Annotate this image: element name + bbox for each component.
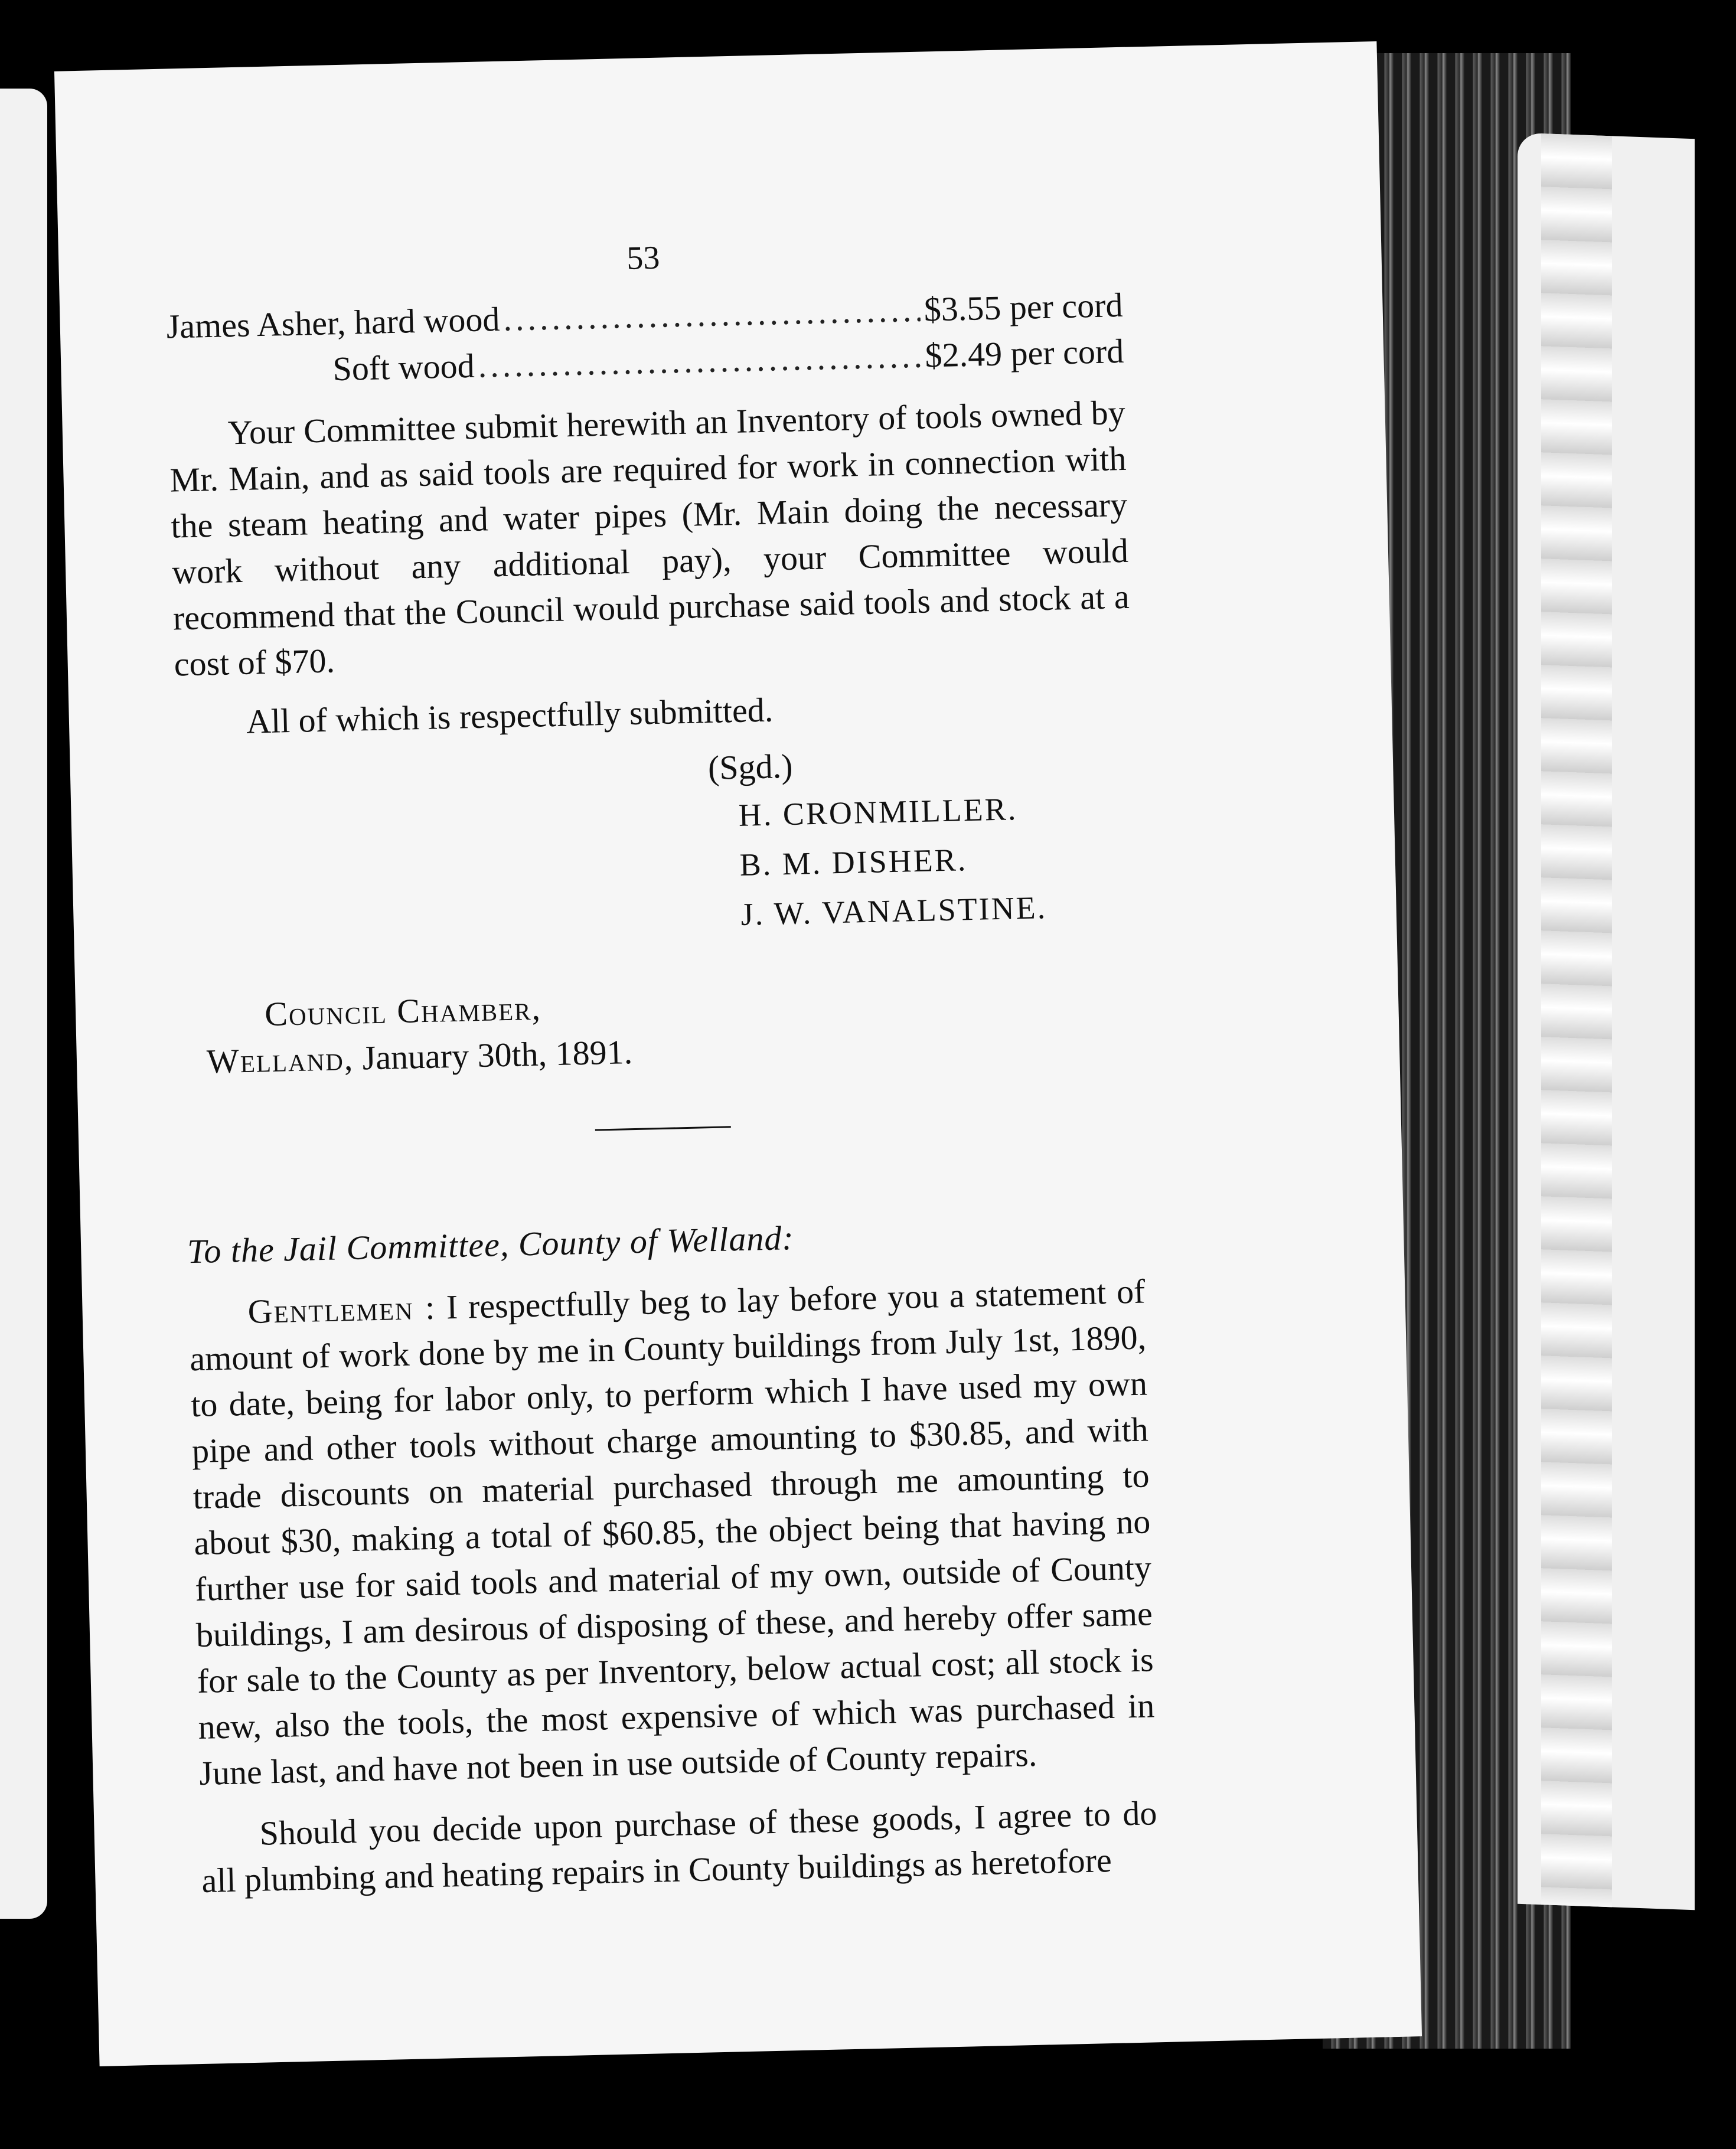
right-page-edge (1518, 133, 1695, 1910)
letter-body: I respectfully beg to lay before you a statement of amount of work done by me in County buildings from July 1st, 1890, to date, being for labor only, to perform which I have used my own pipe and other tools without charge amounting to $30.85, and with trade discounts on material purchased through me amounting to about $30, making a total of $60.85, the object being that having no further use for said tools and material of my own, outside of County buildings, I am desirous of disposing of these, and hereby offer same for sale to the County as per Inventory, below actual cost; all stock is new, also the tools, the most expensive of which was purchased in June last, and have not been in use outside of County repairs. (189, 1272, 1155, 1793)
committee-paragraph: Your Committee submit herewith an Inventory of tools owned by Mr. Main, and as said tools are required for work in connection with the steam heating and water pipes (Mr. Main doing the necessary work without any additional pay), your Committee would recommend that the Council would purchase said tools and stock at a cost of $70. (169, 393, 1130, 684)
letter-paragraph (188, 1268, 1156, 1797)
date: January 30th, 1891. (361, 1033, 633, 1077)
place-name: Welland, (206, 1038, 354, 1081)
signer-name: H. CRONMILLER. (738, 791, 1018, 833)
price-value: $2.49 per cord (924, 331, 1124, 375)
price-value: $3.55 per cord (924, 285, 1124, 329)
left-page-edge (0, 89, 47, 1919)
price-label: James Asher, hard wood (166, 299, 501, 346)
letter-salutation: To the Jail Committee, County of Welland: (187, 1218, 795, 1271)
section-divider (595, 1126, 731, 1131)
book-page (54, 41, 1422, 2066)
leader-dots (478, 333, 922, 389)
page-number: 53 (626, 239, 661, 277)
closing-line: All of which is respectfully submitted. (246, 690, 774, 741)
council-chamber: Council Chamber, (264, 988, 542, 1034)
signed-marker: (Sgd.) (707, 746, 794, 788)
signer-name: J. W. VANALSTINE. (740, 890, 1048, 932)
price-label: Soft wood (332, 346, 475, 388)
signer-name: B. M. DISHER. (739, 842, 968, 883)
page-content (165, 224, 1159, 1904)
letter-paragraph-2: Should you decide upon purchase of these goods, I agree to do all plumbing and heating repairs in County buildings as heretofore (201, 1794, 1158, 1900)
letter-opening: Gentlemen : (247, 1288, 436, 1331)
